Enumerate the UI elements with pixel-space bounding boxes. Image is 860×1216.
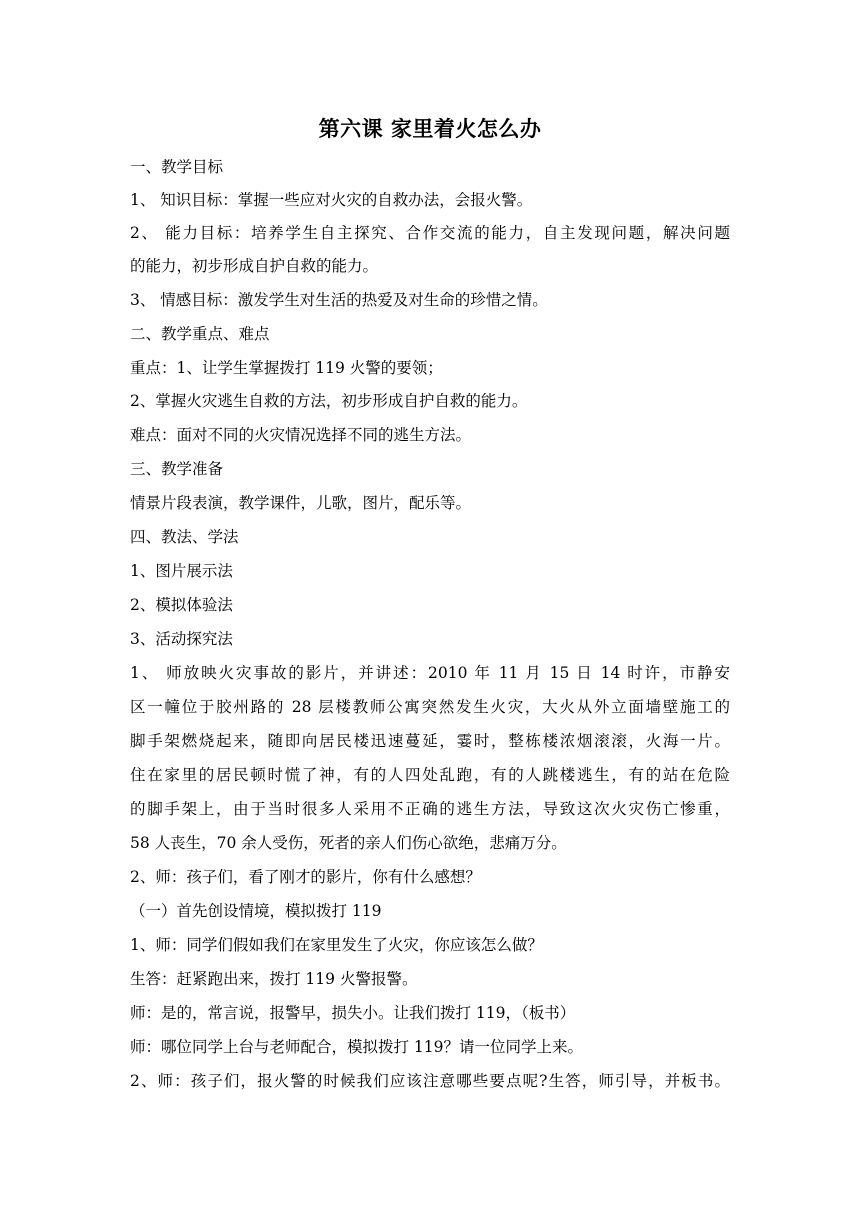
heading-methods: 四、教法、学法 — [130, 528, 239, 546]
page-title: 第六课 家里着火怎么办 — [318, 116, 542, 141]
heading-objectives: 一、教学目标 — [130, 158, 224, 176]
text-line: 重点：1、让学生掌握拨打 119 火警的要领； — [130, 359, 443, 377]
text-line: 2、 能力目标：培养学生自主探究、合作交流的能力，自主发现问题，解决问题 — [130, 224, 730, 242]
text-line: 1、 知识目标：掌握一些应对火灾的自救办法，会报火警。 — [130, 191, 533, 209]
text-line: 脚手架燃烧起来，随即向居民楼迅速蔓延，霎时，整栋楼浓烟滚滚，火海一片。 — [130, 732, 730, 750]
text-line: 58 人丧生，70 余人受伤，死者的亲人们伤心欲绝，悲痛万分。 — [130, 834, 567, 852]
list-item: 1、图片展示法 — [130, 562, 233, 580]
heading-key-points: 二、教学重点、难点 — [130, 325, 270, 343]
text-line: 师：哪位同学上台与老师配合，模拟拨打 119？请一位同学上来。 — [130, 1038, 584, 1056]
text-line: 区一幢位于胶州路的 28 层楼教师公寓突然发生火灾，大火从外立面墙壁施工的 — [130, 698, 730, 716]
text-line: 2、掌握火灾逃生自救的方法，初步形成自护自救的能力。 — [130, 392, 528, 410]
text-line: 2、师：孩子们，报火警的时候我们应该注意哪些要点呢?生答，师引导，并板书。 — [130, 1072, 730, 1090]
text-line: 的脚手架上，由于当时很多人采用不正确的逃生方法，导致这次火灾伤亡惨重， — [130, 800, 730, 818]
text-line: 师：是的，常言说，报警早，损失小。让我们拨打 119，（板书） — [130, 1004, 576, 1022]
list-item: 2、模拟体验法 — [130, 596, 233, 614]
text-line: 3、 情感目标：激发学生对生活的热爱及对生命的珍惜之情。 — [130, 291, 548, 309]
text-line: 住在家里的居民顿时慌了神，有的人四处乱跑，有的人跳楼逃生，有的站在危险 — [130, 766, 730, 784]
text-line: 2、师：孩子们，看了刚才的影片，你有什么感想？ — [130, 868, 481, 886]
text-line: 1、师：同学们假如我们在家里发生了火灾，你应该怎么做？ — [130, 936, 543, 954]
text-line: 情景片段表演，教学课件，儿歌，图片，配乐等。 — [130, 494, 472, 512]
text-line: 难点：面对不同的火灾情况选择不同的逃生方法。 — [130, 426, 472, 444]
text-line: 生答：赶紧跑出来，拨打 119 火警报警。 — [130, 970, 418, 988]
list-item: 3、活动探究法 — [130, 630, 233, 648]
heading-preparation: 三、教学准备 — [130, 460, 224, 478]
text-line: 的能力，初步形成自护自救的能力。 — [130, 257, 379, 275]
text-line: （一）首先创设情境，模拟拨打 119 — [130, 902, 382, 920]
text-line: 1、 师放映火灾事故的影片，并讲述：2010 年 11 月 15 日 14 时许，市静安 — [130, 664, 730, 682]
